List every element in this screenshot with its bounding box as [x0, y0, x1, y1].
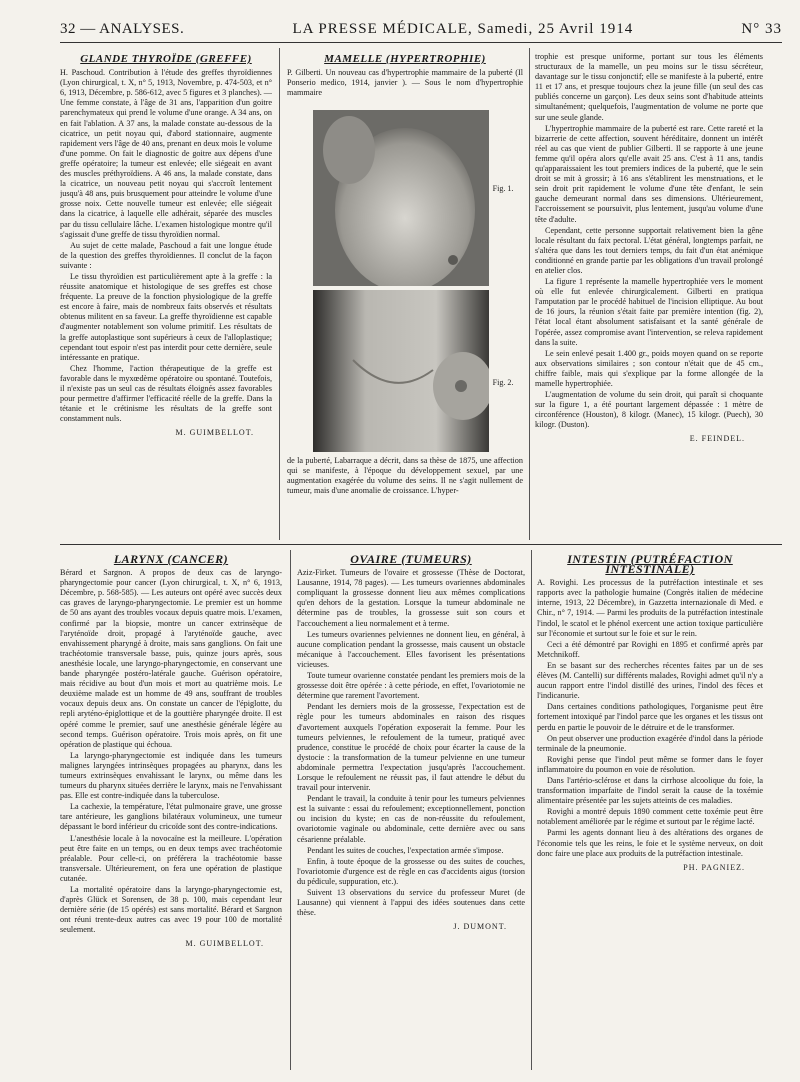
- article-thyroide: [60, 52, 272, 540]
- article-paragraph: Pendant le travail, la conduite à tenir pour les tumeurs pelviennes est la suivante : essai du refoulement; exceptionnellement, ponction ou incision du kyste; en cas de non-réussite du refoulement, ovariotomie vaginale ou abdominale, cette dernière avec ou sans césarienne préalable.: [297, 794, 525, 844]
- column-rule: [279, 48, 280, 540]
- article-paragraph: P. Gilberti. Un nouveau cas d'hypertrophie mammaire de la puberté (Il Ponserio medico, 1914, janvier ). — Sous le nom d'hypertrophie mammaire: [287, 68, 523, 98]
- article-paragraph: Ceci a été démontré par Rovighi en 1895 et confirmé après par Metchnikoff.: [537, 639, 763, 659]
- header-issue-number: N° 33: [741, 20, 782, 37]
- author-signature: M. GUIMBELLOT.: [175, 428, 254, 438]
- figure-2-photo: [313, 290, 489, 452]
- figure-1-photo: [313, 110, 489, 286]
- article-mamelle-intro: [287, 52, 523, 108]
- column-rule: [290, 550, 291, 1070]
- article-paragraph: Le tissu thyroïdien est particulièrement apte à la greffe : la réussite anatomique et histologique de ses greffes est chose fréquente. La preuve de la fonction physiologique de la greffe est encore à faire, mais de nombreux faits observés et résultats obtenus militent en sa faveur. La greffe thyroïdienne est capable d'augmenter notablement son volume primitif. Les résultats de la greffe autoplastique sont supérieurs à ceux de l'alloplastique; cependant tout espoir n'est pas interdit pour cette dernière, seule intéressante en pratique.: [60, 271, 272, 362]
- article-paragraph: Suivent 13 observations du service du professeur Muret (de Lausanne) qui viennent à l'appui des idées soutenues dans cette thèse.: [297, 888, 525, 918]
- article-paragraph: On peut observer une production exagérée d'indol dans la période terminale de la pneumonie.: [537, 733, 763, 753]
- section-title: INTESTIN (PUTRÉFACTION INTESTINALE): [567, 552, 733, 577]
- article-paragraph: trophie est presque uniforme, portant sur tous les éléments structuraux de la mamelle, un peu moins sur le tissu sécréteur, davantage sur le tissu conjonctif; elle se manifeste à la puberté, entre 11 et 17 ans, et presque toujours chez la jeune fille (un seul des cas publiés concerne un garçon). Les deux seins sont d'habitude atteints simultanément; quelquefois, l'augmentation de volume ne porte que sur une seule glande.: [535, 52, 763, 122]
- figure-1-label: Fig. 1.: [492, 184, 514, 193]
- article-paragraph: Au sujet de cette malade, Paschoud a fait une longue étude de la question des greffes thyroïdiennes. Il conclut de la façon suivante :: [60, 240, 272, 270]
- article-paragraph: Rovighi a montré depuis 1890 comment cette toxémie peut être notablement améliorée par le régime et surtout par le régime lacté.: [537, 807, 763, 827]
- section-title: OVAIRE (TUMEURS): [350, 552, 472, 566]
- article-paragraph: L'augmentation de volume du sein droit, qui paraît si choquante sur la figure 1, a été pourtant largement dépassée : 1 mètre de circonférence (Houston), 8 kilogr. (Manec), 15 kilogr. (Puech), 30 kilogr. (Duston).: [535, 390, 763, 430]
- article-paragraph: Pendant les suites de couches, l'expectation armée s'impose.: [307, 845, 504, 855]
- article-larynx: [60, 552, 282, 1072]
- section-title: LARYNX (CANCER): [113, 552, 229, 566]
- article-paragraph: Chez l'homme, l'action thérapeutique de la greffe est favorable dans le myxœdème opératoire ou spontané. Toutefois, il n'existe pas un seul cas de résultats éloignés assez favorables pour permettre d'affirmer l'efficacité réelle de la greffe. Dans la tétanie et le crétinisme les résultats de la greffe sont constamment nuls.: [60, 363, 272, 424]
- article-paragraph: La mortalité opératoire dans la laryngo-pharyngectomie est, d'après Glück et Sorensen, de 38 p. 100, mais cependant leur dernière série (de 15 opérés) est sans mortalité. Bérard et Sargnon ont réuni trente-deux autres cas avec 19 pour 100 de mortalité seulement.: [60, 885, 282, 935]
- article-paragraph: H. Paschoud. Contribution à l'étude des greffes thyroïdiennes (Lyon chirurgical, t. X, n° 5, 1913, Novembre, p. 474-503, et n° 6, 1913, Décembre, p. 586-612, avec 5 figures et 3 planches). — Une femme constate, à l'âge de 31 ans, l'apparition d'un goitre parenchymateux qui prend le volume d'une orange. A 34 ans, on en fait l'ablation. A 37 ans, la malade constate au-dessous de la cicatrice, un petit noyau qui, d'abord stationnaire, augmente rapidement vers l'âge de 40 ans, prenant en deux mois le volume d'une pomme. On fait le diagnostic de goitre aux dépens d'une greffe opératoire; la tumeur est enlevée; elle siégeait en avant des muscles préthyroïdiens. A 46 ans, la malade constate, dans la cicatrice, un nouveau petit noyau qui s'accroît lentement jusqu'à 48 ans, puis brusquement pour atteindre le volume d'une grosse noix. Cette nouvelle tumeur est enlevée; elle siégeait dans la cicatrice, à laquelle elle adhérait, séparée des muscles par du tissu cellulaire lâche. L'examen histologique montre qu'il s'agissait d'une greffe de tissu thyroïdien normal.: [60, 68, 272, 239]
- section-rule: [60, 544, 782, 545]
- article-paragraph: La cachexie, la température, l'état pulmonaire grave, une grosse tare antérieure, les ganglions bilatéraux volumineux, une tumeur dépassant le bord inférieur du cricoïde sont des contre-indications.: [60, 802, 282, 832]
- author-signature: E. FEINDEL.: [689, 434, 745, 444]
- article-paragraph: L'hypertrophie mammaire de la puberté est rare. Cette rareté et la bizarrerie de cette affection, souvent héréditaire, donnent un intérêt réel au cas que vient de publier Gilberti. Il se rapporte à une jeune femme qu'il opéra alors qu'elle avait 25 ans. C'est à 11 ans, tandis qu'apparaissaient les tout premiers indices de la puberté, que le sein droit se mit à grossir; à 16 ans s'établirent les menstruations, et le sein droit prit rapidement le volume d'une tête d'enfant, le sein gauche demeurant normal dans ses dimensions. Ultérieurement, l'accroissement se poursuivit, plus lentement, jusqu'au volume d'une tête d'adulte.: [535, 123, 763, 224]
- article-paragraph: Toute tumeur ovarienne constatée pendant les premiers mois de la grossesse doit être opérée : à cette période, en effet, l'ovariotomie ne détermine que rarement l'avortement.: [297, 671, 525, 701]
- header-page-number: 32 — ANALYSES.: [60, 20, 185, 37]
- article-paragraph: Bérard et Sargnon. A propos de deux cas de laryngo-pharyngectomie pour cancer (Lyon chirurgical, t. X, n° 6, 1913, Décembre, p. 568-585). — Les auteurs ont opéré avec succès deux cas graves de laryngo-pharyngectomie. Le premier est un homme de 50 ans ayant des troubles vocaux depuis quatre mois. L'examen, confirmé par la biopsie, montre un cancer extrinsèque de l'aryténoïde droit, propagé à l'aryténoïde gauche, avec envahissement pharyngé à droite, mais sans ganglions. On fait une trachéotomie transversale basse, puis, quinze jours après, sous anesthésie locale, une laryngo-pharyngectomie, en conservant une bande pharyngée postéro-latérale gauche. Guérison opératoire, mais récidive au bout d'un mois et mort au quatrième mois. Le deuxième malade est un homme de 49 ans, souffrant de troubles vocaux depuis deux ans. On constate un cancer de l'épiglotte, du repli aryténo-épiglottique et de la gouttière pharyngée droite. Il est opéré comme le premier, sauf une anesthésie générale légère au second temps. Guérison opératoire. Trois mois après, on fit une opération de plastique qui échoua.: [60, 568, 282, 749]
- header-journal-title: LA PRESSE MÉDICALE, Samedi, 25 Avril 1914: [292, 20, 634, 37]
- column-rule: [531, 550, 532, 1070]
- author-signature: PH. PAGNIEZ.: [683, 862, 745, 872]
- article-paragraph: Cependant, cette personne supportait relativement bien la gêne locale résultant du faix pectoral. L'état général, longtemps parfait, ne s'altéra que dans les tout derniers temps, du fait d'un état anémique conditionné en grande partie par les obligations d'un travail prolongé en atelier clos.: [535, 225, 763, 275]
- article-paragraph: La laryngo-pharyngectomie est indiquée dans les tumeurs malignes laryngées intrinsèques propagées au pharynx, dans les tumeurs extrinsèques envahissant le larynx, ou même dans les tumeurs du pharynx situées derrière le larynx, mais ne l'envahissant pas. Elle est contre-indiquée dans la tuberculose.: [60, 750, 282, 801]
- page-header: [60, 16, 782, 43]
- article-paragraph: Aziz-Firket. Tumeurs de l'ovaire et grossesse (Thèse de Doctorat, Lausanne, 1914, 78 pages). — Les tumeurs ovariennes abdominales compliquant la grossesse donnent lieu aux mêmes complications qu'en dehors de la gestation. Lorsque la tumeur abdominale ne détermine pas de troubles, la grossesse suit son cours et l'accouchement a lieu normalement et à terme.: [297, 568, 525, 628]
- article-intestin: [537, 552, 763, 1072]
- section-title: GLANDE THYROÏDE (GREFFE): [80, 53, 252, 65]
- article-paragraph: Parmi les agents donnant lieu à des altérations des organes de l'économie tels que les reins, le foie et le système nerveux, on doit donc faire une place aux produits de la putréfaction intestinale.: [537, 828, 763, 858]
- section-title: MAMELLE (HYPERTROPHIE): [324, 53, 486, 65]
- article-paragraph: Pendant les derniers mois de la grossesse, l'expectation est de règle pour les tumeurs abdominales en raison des risques d'avortement auxquels l'opération exposerait la femme. Pour les tumeurs pelviennes, le refoulement de la tumeur, pratiqué avec prudence, constitue le procédé de choix pour écarter la cause de la dystocie : la transformation de la tumeur pelvienne en une tumeur abdominale permettra l'expectation jusqu'après l'accouchement. Lorsque le refoulement ne réussit pas, il faut attendre le début du travail pour intervenir.: [297, 702, 525, 793]
- article-paragraph: Enfin, à toute époque de la grossesse ou des suites de couches, l'ovariotomie d'urgence est de règle en cas d'accidents aigus (torsion du pédicule, suppuration, etc.).: [297, 856, 525, 886]
- article-paragraph: En se basant sur des recherches récentes faites par un de ses élèves (M. Cantelli) sur différents malades, Rovighi admet qu'il n'y a aucun rapport entre l'indol distillé des urines, l'indol des fèces et l'indicanurie.: [537, 660, 763, 701]
- article-paragraph: Le sein enlevé pesait 1.400 gr., poids moyen quand on se reporte aux observations similaires ; son contour n'était que de 45 cm., chiffre faible, mais qui s'explique par la forme allongée de la mamelle hypertrophiée.: [535, 348, 763, 388]
- article-mamelle-continued: [287, 456, 523, 540]
- author-signature: M. GUIMBELLOT.: [185, 939, 264, 949]
- article-paragraph: de la puberté, Labarraque a décrit, dans sa thèse de 1875, une affection qui se manifeste, à l'époque du développement sexuel, par une augmentation exagérée du volume des seins. Il ne s'agit nullement de tumeur, mais d'une anomalie de croissance. L'hyper-: [287, 456, 523, 496]
- article-ovaire: [297, 552, 525, 1072]
- article-paragraph: L'anesthésie locale à la novocaïne est la meilleure. L'opération peut être faite en un temps, ou en deux temps avec trachéotomie préalable. Pour celle-ci, on préférera la trachéotomie basse transversale. Ultérieurement, on fera une opération de plastique cutanée.: [60, 833, 282, 883]
- author-signature: J. DUMONT.: [453, 922, 507, 932]
- article-paragraph: Rovighi pense que l'indol peut même se former dans le foyer inflammatoire du poumon en voie de résolution.: [537, 754, 763, 774]
- article-paragraph: Dans l'artério-sclérose et dans la cirrhose alcoolique du foie, la transformation imparfaite de l'indol serait la cause de la toxémie alimentaire présentée par les sujets atteints de ces maladies.: [537, 775, 763, 806]
- article-mamelle-right: [535, 52, 763, 540]
- article-paragraph: A. Rovighi. Les processus de la putréfaction intestinale et ses rapports avec la pathologie humaine (Congrès italien de médecine interne, 1913, 22 Décembre), in Gazzetta internazionale di Med. e Chir., n° 7, 1914. — Parmi les produits de la putréfaction intestinale l'indol, le scatol et le phénol exercent une action toxique particulière sur l'économie et surtout sur le foie et sur le rein.: [537, 578, 763, 638]
- figure-2-label: Fig. 2.: [492, 378, 514, 387]
- column-rule: [529, 48, 530, 540]
- article-paragraph: La figure 1 représente la mamelle hypertrophiée vers le moment où elle fut enlevée chirurgicalement. Gilberti en pratiqua l'amputation par le procédé habituel de l'incision elliptique. Au bout de 16 jours, la réunion s'était faite par première intention (fig. 2), l'état local étant absolument satisfaisant et la santé générale de l'opérée, assez compromise avant l'intervention, se releva rapidement dans la suite.: [535, 277, 763, 347]
- article-paragraph: Les tumeurs ovariennes pelviennes ne donnent lieu, en général, à aucune complication pendant la grossesse, mais causent un obstacle mécanique à l'accouchement. Elles favorisent les présentations vicieuses.: [297, 629, 525, 669]
- article-paragraph: Dans certaines conditions pathologiques, l'organisme peut être fortement intoxiqué par l'indol parce que les organes et les tissus ont perdu en partie le pouvoir de le détruire et de le transformer.: [537, 702, 763, 732]
